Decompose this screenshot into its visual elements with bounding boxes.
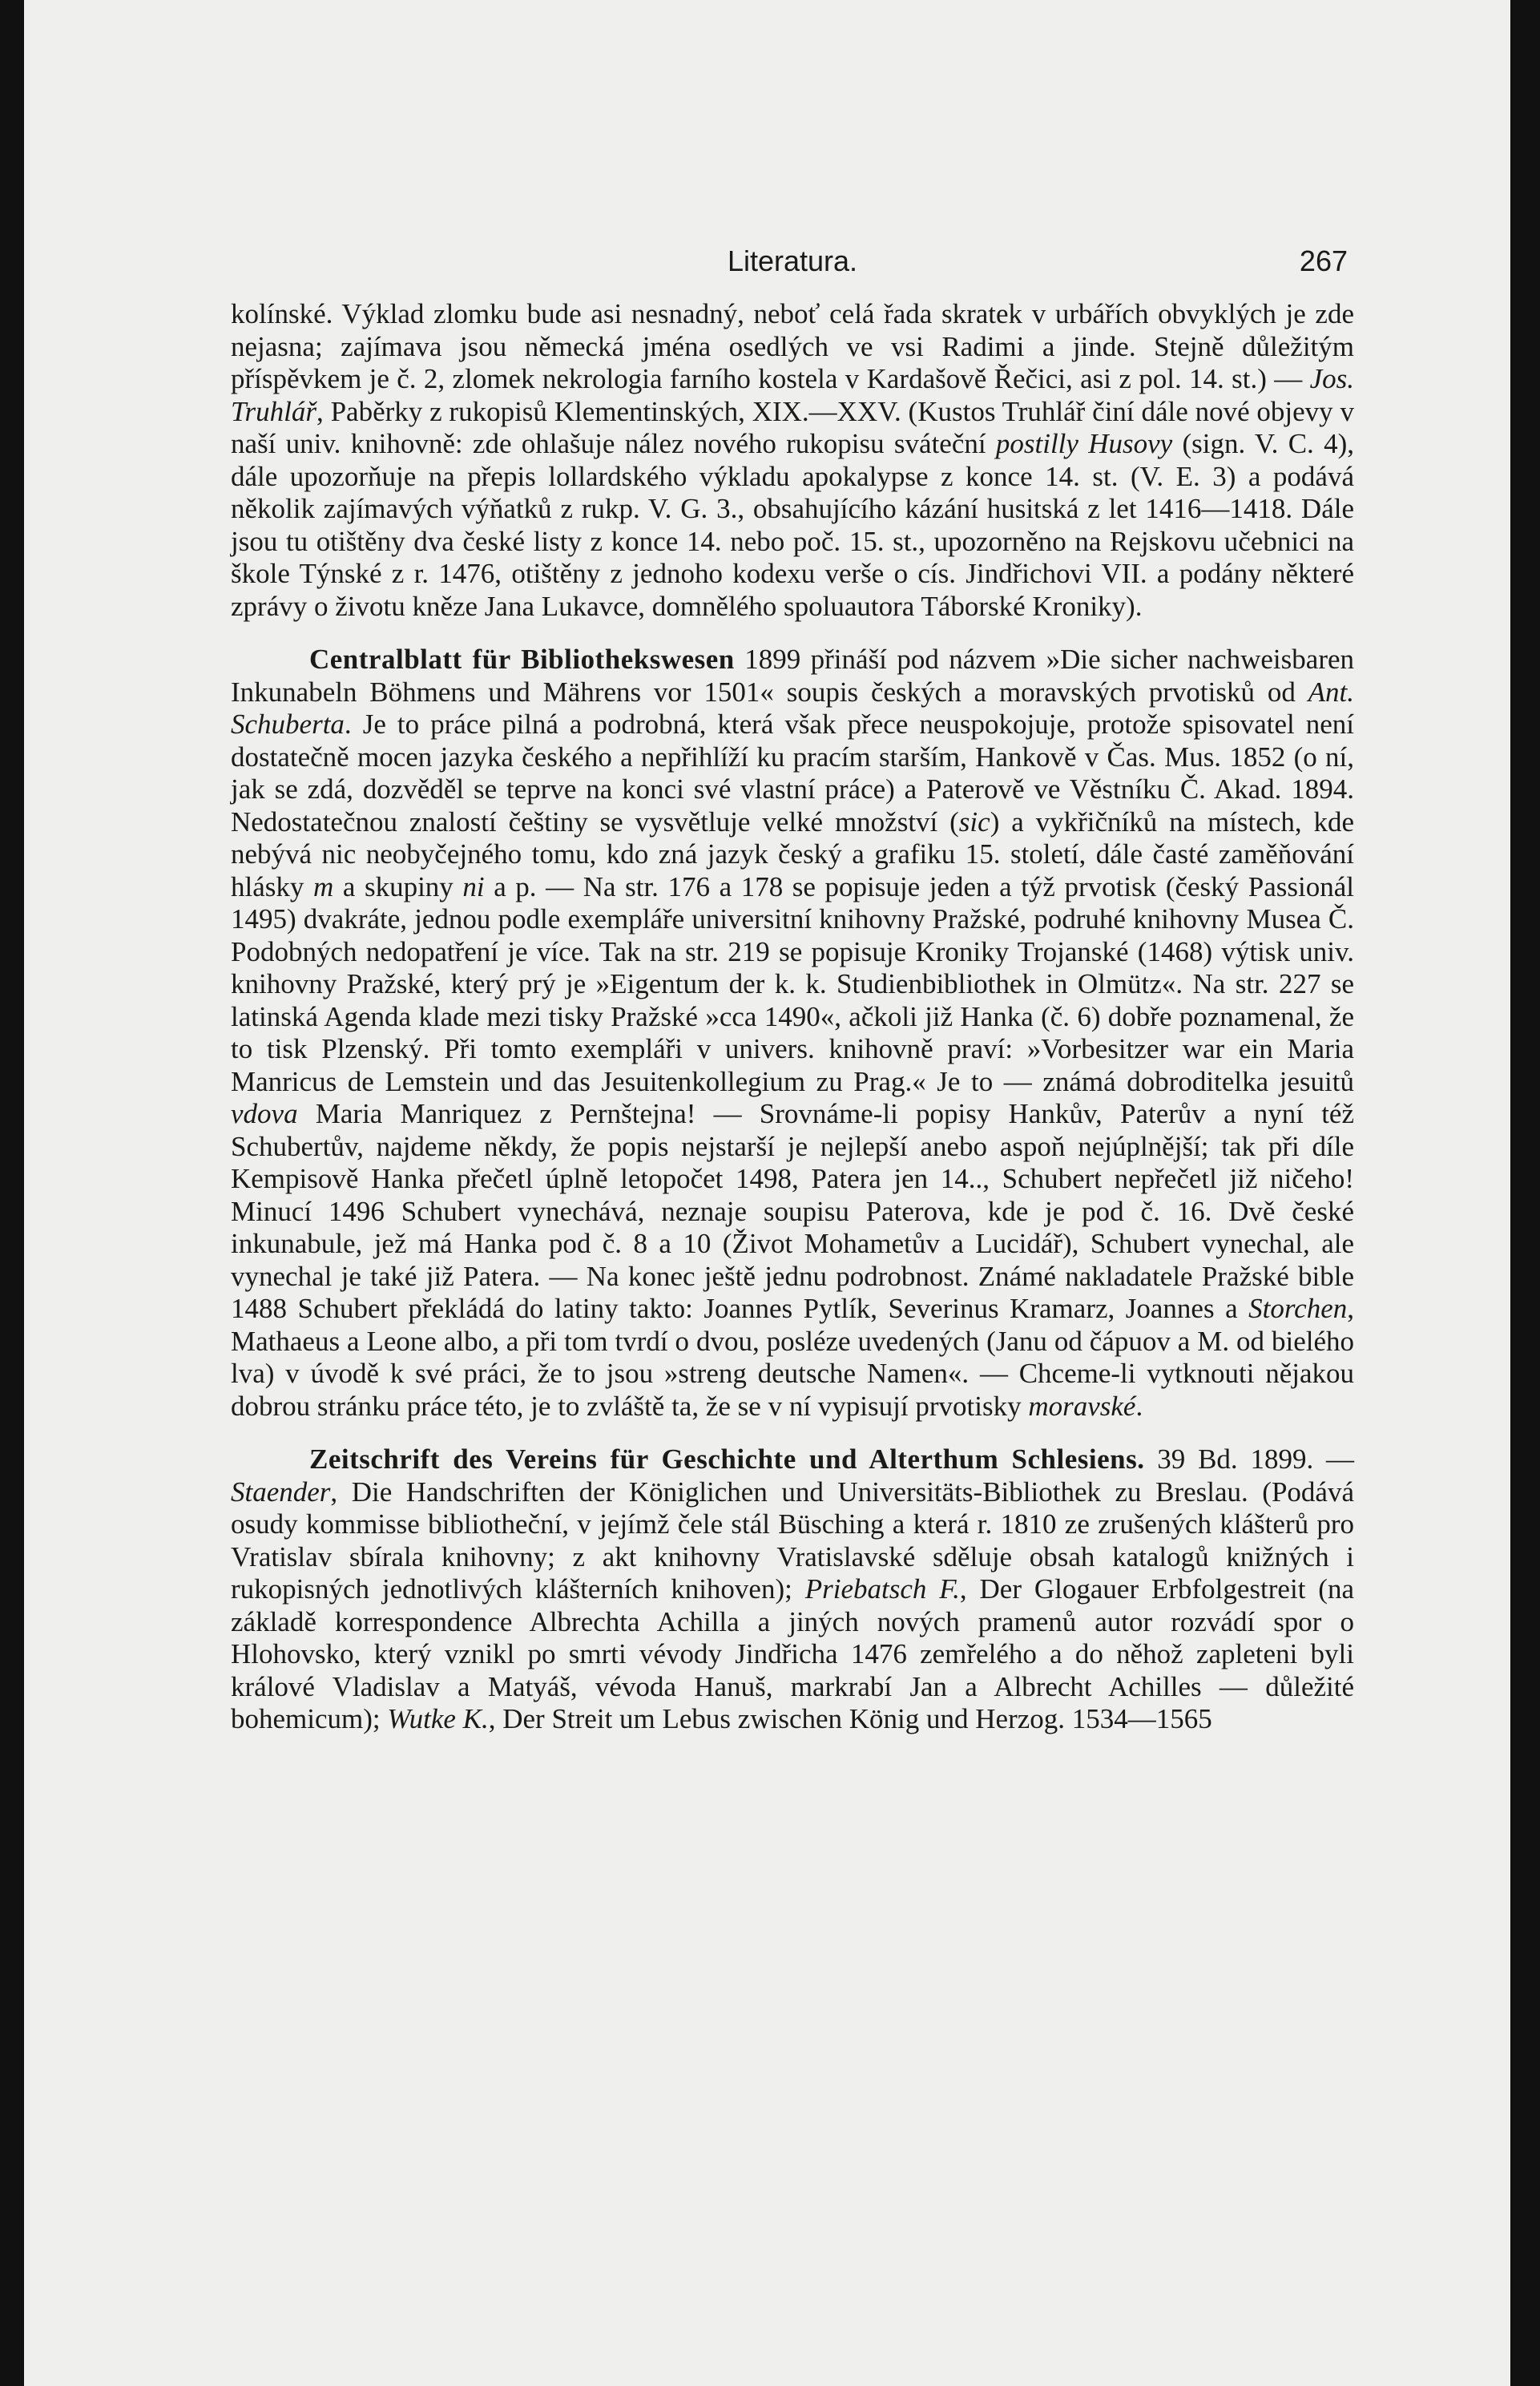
- text-run: , Die Handschriften der Königlichen und Universitäts-Bibliothek zu Breslau. (Podává osudy kommisse bibliotheční, v jejímž čele stál Büsching a která r. 1810 ze zrušených klášterů pro Vratislav sbírala knihovny; z akt knihovny Vratislavské sděluje obsah katalogů knižných i rukopisných jednotlivých klášterních knihoven);: [231, 1476, 1354, 1605]
- italic-term: m: [312, 870, 334, 902]
- journal-heading: Zeitschrift des Vereins für Geschichte und Alterthum Schlesiens.: [309, 1443, 1145, 1475]
- italic-author: Ant. Schuberta: [231, 676, 1354, 740]
- paragraph-continuation: [231, 298, 1354, 623]
- text-run: , Der Glogauer Erbfolgestreit (na základě korrespondence Albrechta Achilla a jiných nových pramenů autor rozvádí spor o Hlohovsko, který vznikl po smrti vévody Jindřicha 1476 zemřelého a do něhož zapleteni byli králové Vladislav a Matyáš, vévoda Hanuš, markrabí Jan a Albrecht Achilles — důležité bohemicum);: [231, 1573, 1354, 1734]
- page-header: [231, 232, 1354, 281]
- page-content: [231, 232, 1354, 1736]
- text-run: , Der Streit um Lebus zwischen König und Herzog. 1534—1565: [488, 1703, 1212, 1734]
- text-run: , Paběrky z rukopisů Klementinských, XIX.—XXV. (Kustos Truhlář činí dále nové objevy v naší univ. knihovně: zde ohlašuje nález nového rukopisu sváteční: [231, 395, 1354, 459]
- text-run: . Je to práce pilná a podrobná, která však přece neuspokojuje, protože spisovatel není dostatečně mocen jazyka českého a nepřihlíží ku pracím starším, Hankově v Čas. Mus. 1852 (o ní, jak se zdá, dozvěděl se teprve na konci své vlastní práce) a Paterově ve Věstníku Č. Akad. 1894. Nedostatečnou znalostí češtiny se vysvětluje velké množství (: [231, 709, 1354, 838]
- text-run: 1899 přináší pod názvem »Die sicher nachweisbaren Inkunabeln Böhmens und Mährens vor 1501« soupis českých a moravských prvotisků od: [231, 644, 1355, 708]
- paragraph-centralblatt: [231, 644, 1354, 1423]
- text-run: (sign. V. C. 4), dále upozorňuje na přepis lollardského výkladu apokalypse z konce 14. st. (V. E. 3) a podává několik zajímavých výňatků z rukp. V. G. 3., obsahujícího kázání husitská z let 1416—1418. Dále jsou tu otištěny dva české listy z konce 14. nebo poč. 15. st., upozorněno na Rejskovu učebnici na škole Týnské z r. 1476, otištěny z jednoho kodexu verše o cís. Jindřichovi VII. a podány některé zprávy o životu kněze Jana Lukavce, domnělého spoluautora Táborské Kroniky).: [231, 428, 1354, 622]
- italic-term: vdova: [231, 1098, 298, 1129]
- text-run: , Mathaeus a Leone albo, a při tom tvrdí o dvou, posléze uvedených (Janu od čápuov a M. od bielého lva) v úvodě k své práci, že to jsou »streng deutsche Namen«. — Chceme-li vytknouti nějakou dobrou stránku práce této, je to zvláště ta, že se v ní vypisují prvotisky: [231, 1293, 1354, 1422]
- text-run: .: [1135, 1390, 1143, 1422]
- scan-border-right: [1510, 0, 1540, 2386]
- text-run: ) a vykřičníků na místech, kde nebývá nic neobyčejného tomu, kdo zná jazyk český a grafiku 15. století, dále časté zaměňování hlásky: [231, 805, 1354, 902]
- italic-title: postilly Husovy: [995, 428, 1173, 459]
- running-title: Literatura.: [727, 244, 858, 277]
- italic-name: Storchen: [1248, 1293, 1348, 1324]
- paragraph-zeitschrift: [231, 1443, 1354, 1736]
- italic-author: Staender: [231, 1476, 331, 1508]
- page-number: 267: [1299, 244, 1348, 277]
- italic-author: Priebatsch F.: [804, 1573, 960, 1605]
- italic-author: Wutke K.: [387, 1703, 489, 1734]
- italic-author: Jos. Truhlář: [231, 363, 1354, 427]
- italic-term: sic: [958, 805, 990, 838]
- scan-border-left: [0, 0, 24, 2386]
- text-run: Maria Manriquez z Pernštejna! — Srovnáme-li popisy Hankův, Paterův a nyní též Schubertův, najdeme někdy, že popis nejstarší je nejlepší anebo aspoň nejúplnější; tak při díle Kempisově Hanka přečetl úplně letopočet 1498, Patera jen 14.., Schubert nepřečetl již ničeho! Minucí 1496 Schubert vynechává, neznaje soupisu Paterova, kde je pod č. 16. Dvě české inkunabule, jež má Hanka pod č. 8 a 10 (Život Mohametův a Lucidář), Schubert vynechal, ale vynechal je také již Patera. — Na konec ještě jednu podrobnost. Známé nakladatele Pražské bible 1488 Schubert překládá do latiny takto: Joannes Pytlík, Severinus Kramarz, Joannes a: [231, 1098, 1354, 1324]
- italic-term: moravské: [1028, 1390, 1136, 1422]
- text-run: a p. — Na str. 176 a 178 se popisuje jeden a týž prvotisk (český Passionál 1495) dvakráte, jednou podle exempláře universitní knihovny Pražské, podruhé knihovny Musea Č. Podobných nedopatření je více. Tak na str. 219 se popisuje Kroniky Trojanské (1468) výtisk univ. knihovny Pražské, který prý je »Eigentum der k. k. Studienbibliothek in Olmütz«. Na str. 227 se latinská Agenda klade mezi tisky Pražské »cca 1490«, ačkoli již Hanka (č. 6) dobře poznamenal, že to tisk Plzenský. Při tomto exempláři v univers. knihovně praví: »Vorbesitzer war ein Maria Manricus de Lemstein und das Jesuitenkollegium zu Prag.« Je to — známá dobroditelka jesuitů: [231, 870, 1354, 1097]
- italic-term: ni: [462, 870, 485, 902]
- text-run: 39 Bd. 1899. —: [1144, 1443, 1354, 1475]
- journal-heading: Centralblatt für Bibliothekswesen: [309, 644, 735, 675]
- text-run: a skupiny: [333, 870, 463, 902]
- book-page: [24, 0, 1510, 2386]
- text-run: kolínské. Výklad zlomku bude asi nesnadný, neboť celá řada skratek v urbářích obvyklých je zde nejasna; zajímava jsou německá jména osedlých ve vsi Radimi a jinde. Stejně důležitým příspěvkem je č. 2, zlomek nekrologia farního kostela v Kardašově Řečici, asi z pol. 14. st.) —: [231, 298, 1354, 394]
